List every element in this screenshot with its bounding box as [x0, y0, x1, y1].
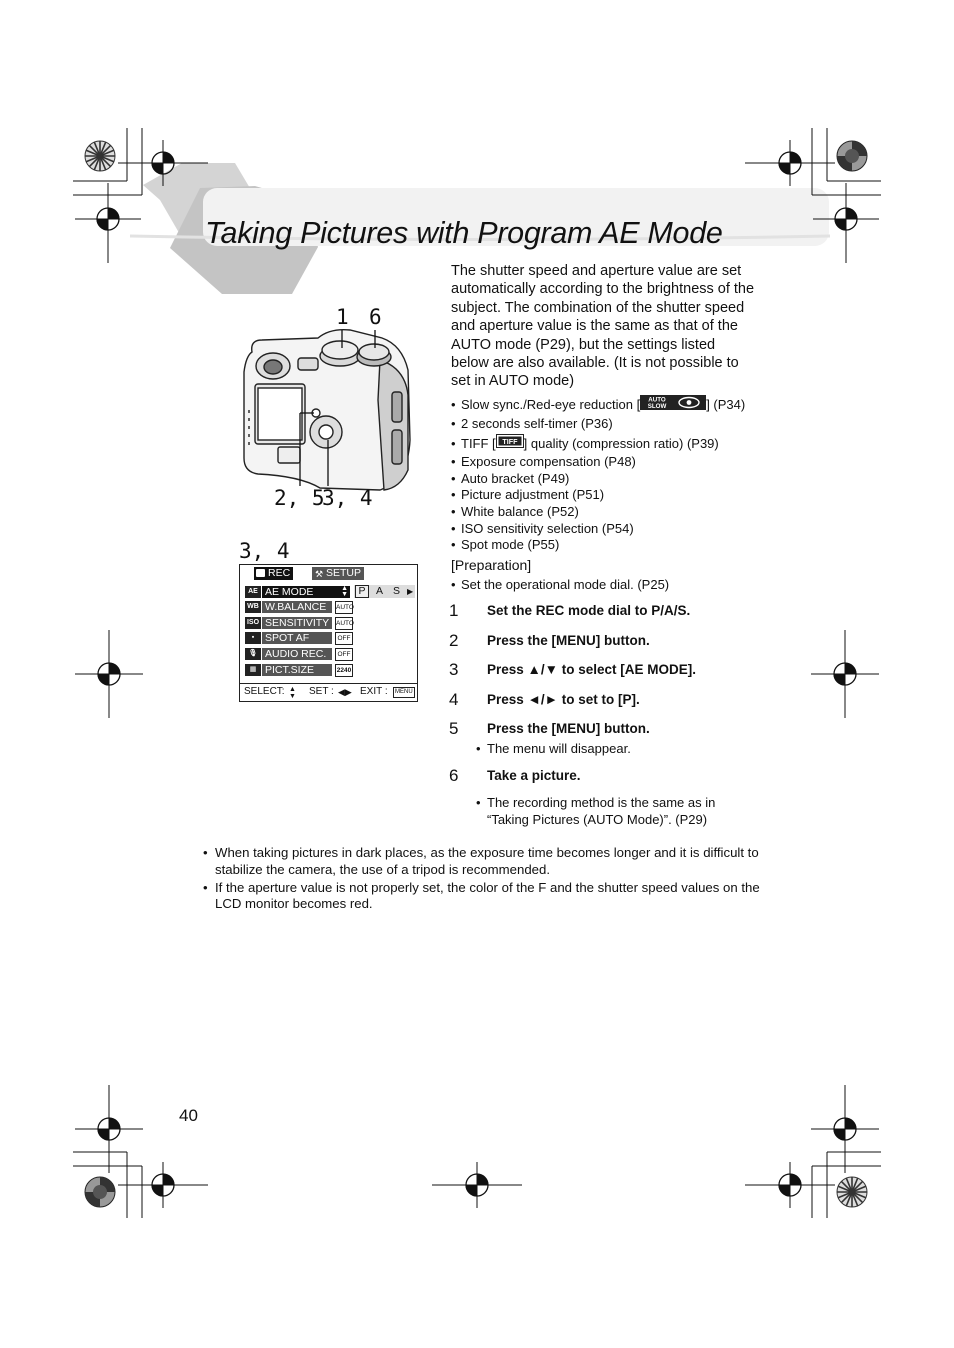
menu-item-audio-rec: AUDIO REC. — [262, 648, 332, 660]
lcd-footer — [240, 683, 417, 700]
list-item: • White balance (P52) — [451, 504, 781, 521]
left-right-icon: ◀▶ — [338, 687, 352, 697]
auto-slow-red-eye-icon — [640, 397, 706, 415]
step-text: Take a picture. — [487, 768, 581, 783]
ae-option-s: S — [393, 585, 401, 597]
ae-icon: AE — [245, 586, 261, 598]
note-item: • If the aperture value is not properly set, the color of the F and the shutter speed values on the LCD monitor becomes red. — [203, 880, 763, 914]
ae-mode-options — [354, 585, 415, 598]
intro-paragraph: The shutter speed and aperture value are set automatically according to the brightness of the subject. The combination of the shutter speed and aperture value is the same as that of the AUTO mode (P29), but the settings listed below are also available. (It is not possible to set in AUTO mode) — [451, 263, 755, 390]
tab-setup: ⚒ SETUP — [312, 567, 364, 580]
right-arrow-icon: ▶ — [407, 587, 414, 596]
step-text: Press ◄/► to set to [P]. — [487, 692, 640, 707]
lcd-caption: 3, 4 — [239, 539, 290, 563]
menu-item-ae-mode: AE MODE ▲ ▼ — [262, 586, 350, 598]
pict-size-value: 2240 — [335, 664, 353, 677]
wrench-icon: ⚒ — [315, 569, 324, 579]
svg-text:TIFF: TIFF — [502, 437, 518, 447]
step-text: Press the [MENU] button. — [487, 633, 650, 648]
menu-item-pict-size: PICT.SIZE — [262, 664, 332, 676]
callout-bottom-left: 2, 5 — [274, 486, 325, 510]
note-item: • When taking pictures in dark places, as the exposure time becomes longer and it is difficult to stabilize the camera, the use of a tripod is recommended. — [203, 845, 763, 879]
camera-icon — [256, 569, 265, 577]
step-note: • The menu will disappear. — [476, 741, 631, 758]
list-item: • Exposure compensation (P48) — [451, 454, 781, 471]
menu-item-w-balance: W.BALANCE — [262, 601, 332, 613]
list-item: • Auto bracket (P49) — [451, 471, 781, 488]
callout-top-right: 6 — [369, 305, 382, 329]
step-number: 2 — [449, 631, 459, 650]
page-title: Taking Pictures with Program AE Mode — [205, 216, 723, 250]
audio-rec-value: OFF — [335, 648, 353, 661]
w-balance-value: AUTO — [335, 601, 353, 614]
up-down-icon: ▲ ▼ — [341, 585, 348, 598]
callout-top-left: 1 — [336, 305, 349, 329]
menu-item-sensitivity: SENSITIVITY — [262, 617, 332, 629]
list-item: • Picture adjustment (P51) — [451, 487, 781, 504]
microphone-icon: 🎙 — [245, 648, 261, 660]
menu-item-spot-af: SPOT AF — [262, 632, 332, 644]
step-number: 6 — [449, 766, 459, 785]
tiff-icon — [496, 434, 524, 454]
camera-illustration — [244, 330, 410, 490]
feature-list — [451, 396, 781, 554]
menu-key-icon: MENU — [393, 687, 415, 698]
lcd-menu-screen — [239, 564, 418, 702]
preparation-label: [Preparation] — [451, 557, 532, 573]
step-text: Set the REC mode dial to P/A/S. — [487, 603, 691, 618]
step-text: Press ▲/▼ to select [AE MODE]. — [487, 662, 697, 677]
step-number: 4 — [449, 690, 459, 709]
spot-af-icon: ▪ — [245, 632, 261, 644]
preparation-bullet: • Set the operational mode dial. (P25) — [451, 577, 669, 592]
set-label: SET : — [309, 686, 334, 697]
pict-size-icon: ▦ — [245, 664, 261, 676]
step-number: 1 — [449, 601, 459, 620]
up-down-icon: ▲ ▼ — [289, 686, 296, 700]
svg-text:SLOW: SLOW — [647, 402, 667, 410]
list-item: • ISO sensitivity selection (P54) — [451, 521, 781, 538]
sensitivity-value: AUTO — [335, 617, 353, 630]
iso-icon: ISO — [245, 617, 261, 629]
spot-af-value: OFF — [335, 632, 353, 645]
select-label: SELECT: — [244, 686, 285, 697]
page-number: 40 — [179, 1106, 198, 1125]
tab-rec: REC — [254, 567, 293, 580]
callout-bottom-right: 3, 4 — [322, 486, 373, 510]
bottom-notes — [203, 845, 763, 914]
step-number: 3 — [449, 660, 459, 679]
wb-icon: WB — [245, 601, 261, 613]
ae-option-a: A — [376, 585, 384, 597]
ae-option-p: P — [355, 585, 369, 598]
svg-text:AUTO: AUTO — [648, 396, 666, 404]
list-item: • TIFF [ TIFF ] quality (compression ratio) (P39) — [451, 434, 781, 455]
exit-label: EXIT : — [360, 686, 388, 697]
list-item: • Spot mode (P55) — [451, 537, 781, 554]
step-text: Press the [MENU] button. — [487, 721, 650, 736]
list-item: • Slow sync./Red-eye reduction [ AUTO SLOW ] (P34) — [451, 396, 781, 415]
step-number: 5 — [449, 719, 459, 738]
list-item: • 2 seconds self-timer (P36) — [451, 415, 781, 433]
step-note: • The recording method is the same as in “Taking Pictures (AUTO Mode)”. (P29) — [476, 795, 742, 828]
